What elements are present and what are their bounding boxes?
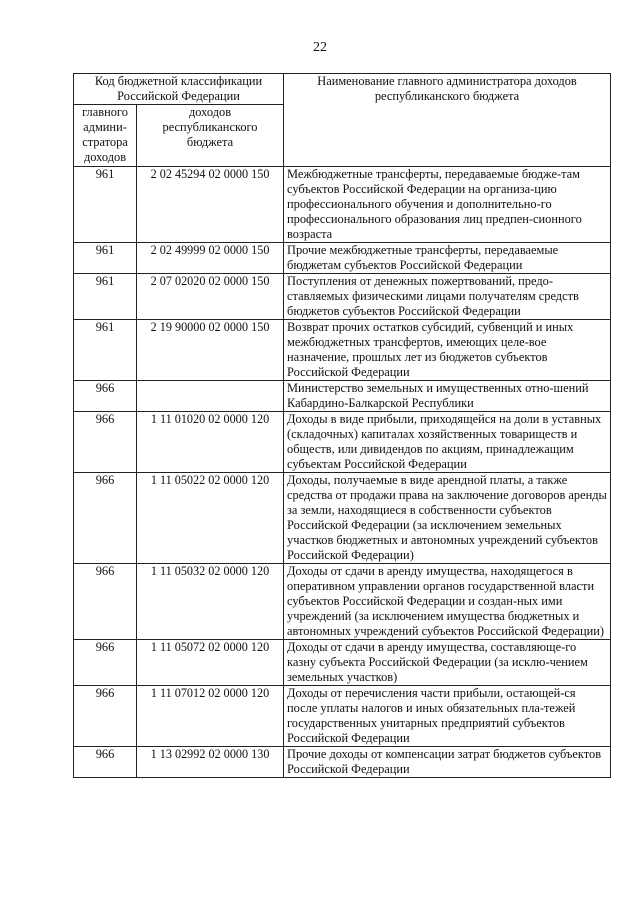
page-number: 22 — [313, 40, 327, 55]
name-cell: Возврат прочих остатков субсидий, субвенций и иных межбюджетных трансфертов, имеющих целе-вое назначение, прошлых лет из бюджетов субъектов Российской Федерации — [284, 320, 611, 381]
admin-code-cell: 966 — [74, 686, 137, 747]
name-cell: Министерство земельных и имущественных отно-шений Кабардино-Балкарской Республики — [284, 381, 611, 412]
admin-column-header: главного админи-стратора доходов — [74, 105, 137, 167]
admin-code-cell: 966 — [74, 640, 137, 686]
name-cell: Доходы в виде прибыли, приходящейся на доли в уставных (складочных) капиталах хозяйственных товариществ и обществ, или дивидендов по акциям, принадлежащим субъектам Российской Федерации — [284, 412, 611, 473]
admin-code-cell: 961 — [74, 167, 137, 243]
name-cell: Межбюджетные трансферты, передаваемые бюдже-там субъектов Российской Федерации на организа-цию профессионального обучения и дополнительно-го профессионального образования лиц предпен-сионного возраста — [284, 167, 611, 243]
name-cell: Прочие межбюджетные трансферты, передаваемые бюджетам субъектов Российской Федерации — [284, 243, 611, 274]
income-code-cell: 2 02 45294 02 0000 150 — [137, 167, 284, 243]
income-code-cell: 1 11 07012 02 0000 120 — [137, 686, 284, 747]
table-row — [74, 686, 611, 747]
code-group-header: Код бюджетной классификации Российской Федерации — [74, 74, 284, 105]
table-row — [74, 747, 611, 778]
name-column-header: Наименование главного администратора доходов республиканского бюджета — [284, 74, 611, 167]
income-code-cell: 1 11 05072 02 0000 120 — [137, 640, 284, 686]
table-row — [74, 412, 611, 473]
admin-code-cell: 966 — [74, 473, 137, 564]
table-row — [74, 473, 611, 564]
name-cell: Доходы от сдачи в аренду имущества, находящегося в оперативном управлении органов государственной власти субъектов Российской Федерации и создан-ных ими учреждений (за исключением имущества бюджетных и автономных учреждений субъектов Российской Федерации) — [284, 564, 611, 640]
table-row — [74, 640, 611, 686]
name-cell: Доходы, получаемые в виде арендной платы, а также средства от продажи права на заключение договоров аренды за земли, находящиеся в собственности субъектов Российской Федерации (за исключением земельных участков бюджетных и автономных учреждений субъектов Российской Федерации) — [284, 473, 611, 564]
income-code-cell: 2 02 49999 02 0000 150 — [137, 243, 284, 274]
income-code-cell: 1 11 05032 02 0000 120 — [137, 564, 284, 640]
income-code-cell: 1 11 05022 02 0000 120 — [137, 473, 284, 564]
income-code-cell: 1 13 02992 02 0000 130 — [137, 747, 284, 778]
budget-classification-table — [73, 73, 611, 778]
table-row — [74, 274, 611, 320]
income-code-cell — [137, 381, 284, 412]
admin-code-cell: 966 — [74, 747, 137, 778]
income-code-cell: 1 11 01020 02 0000 120 — [137, 412, 284, 473]
income-column-header: доходов республиканского бюджета — [137, 105, 284, 167]
admin-code-cell: 966 — [74, 564, 137, 640]
table-header-row — [74, 74, 611, 105]
table-body — [74, 167, 611, 778]
admin-code-cell: 961 — [74, 243, 137, 274]
admin-code-cell: 966 — [74, 381, 137, 412]
admin-code-cell: 961 — [74, 320, 137, 381]
table-row — [74, 320, 611, 381]
admin-code-cell: 966 — [74, 412, 137, 473]
name-cell: Поступления от денежных пожертвований, предо-ставляемых физическими лицами получателям средств бюджетов субъектов Российской Федерации — [284, 274, 611, 320]
admin-code-cell: 961 — [74, 274, 137, 320]
income-code-cell: 2 19 90000 02 0000 150 — [137, 320, 284, 381]
table-row — [74, 243, 611, 274]
name-cell: Доходы от перечисления части прибыли, остающей-ся после уплаты налогов и иных обязательных пла-тежей государственных унитарных предприятий субъектов Российской Федерации — [284, 686, 611, 747]
name-cell: Прочие доходы от компенсации затрат бюджетов субъектов Российской Федерации — [284, 747, 611, 778]
name-cell: Доходы от сдачи в аренду имущества, составляюще-го казну субъекта Российской Федерации (за исклю-чением земельных участков) — [284, 640, 611, 686]
table-row — [74, 381, 611, 412]
table-row — [74, 167, 611, 243]
table-row — [74, 564, 611, 640]
income-code-cell: 2 07 02020 02 0000 150 — [137, 274, 284, 320]
